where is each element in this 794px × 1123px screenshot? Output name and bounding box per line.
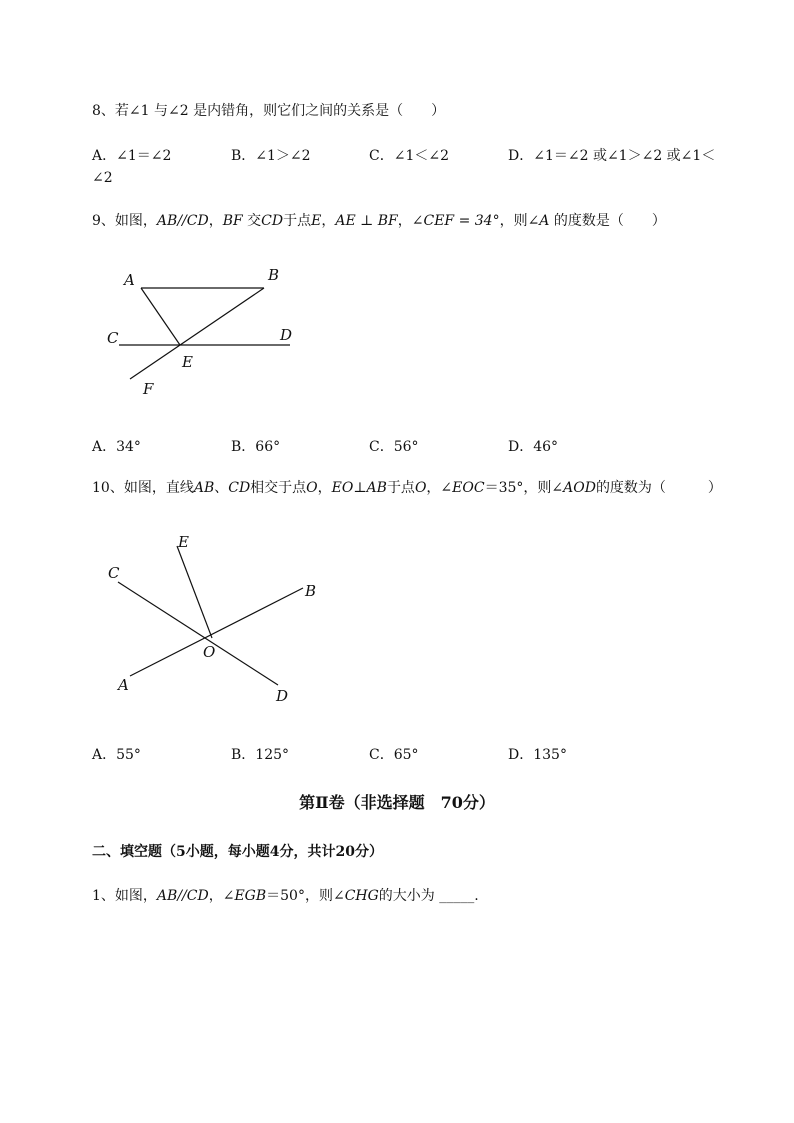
q10-stem-math2: CD (228, 480, 251, 496)
fill1-stem-prefix: 1、如图， (92, 888, 157, 904)
fill1-stem (92, 885, 479, 905)
q9-stem-sep1: ， (208, 213, 223, 229)
q10-option-b: B．125° (231, 747, 290, 763)
q9-stem-mid2: 于点 (283, 213, 312, 229)
q9-stem-math4: E (311, 213, 322, 229)
q9-label-f: F (143, 380, 154, 398)
q8-option-a: A．∠1＝∠2 (92, 148, 172, 164)
q10-stem-sep2: ，∠ (426, 480, 453, 496)
q10-label-d: D (276, 687, 289, 705)
q10-stem-mid2: 相交于点 (250, 480, 307, 496)
q10-stem-math6: O (414, 480, 427, 496)
q9-stem-mid1: 交 (242, 213, 262, 229)
q9-option-a: A．34° (92, 439, 141, 455)
q10-option-d: D．135° (508, 747, 567, 763)
q10-stem-math7: EOC (452, 480, 485, 496)
q10-stem-math3: O (306, 480, 318, 496)
q9-label-a: A (124, 271, 135, 289)
q9-stem-math6: ∠CEF = 34° (411, 213, 500, 229)
q10-line-ab (130, 588, 303, 676)
section-subtitle: 二、填空题（5小题，每小题4分，共计20分） (92, 844, 383, 860)
q10-stem-math5: AB (366, 480, 387, 496)
q8-option-b: B．∠1＞∠2 (231, 148, 311, 164)
q9-option-d: D．46° (508, 439, 559, 455)
q10-stem-prefix: 10、如图，直线 (92, 480, 194, 496)
q9-label-d: D (280, 326, 293, 344)
q10-label-a: A (118, 676, 129, 694)
q10-stem-math4: EO (331, 480, 354, 496)
q10-line-eo (177, 546, 212, 638)
q10-label-b: B (305, 582, 317, 600)
q8-option-d-wrap: ∠2 (92, 170, 113, 186)
q10-stem-math8: AOD (563, 480, 596, 496)
fill1-stem-mid1: // (177, 888, 187, 904)
q9-stem-mid3: ，则 (499, 213, 528, 229)
q9-stem-math7: ∠A (527, 213, 550, 229)
fill1-stem-math3: EGB (234, 888, 267, 904)
q9-label-e: E (182, 353, 193, 371)
fill1-stem-mid2: ，∠ (208, 888, 235, 904)
fill1-stem-mid3: ＝50°，则∠ (266, 888, 345, 904)
q10-option-a: A．55° (92, 747, 141, 763)
q10-label-o: O (203, 643, 216, 661)
q9-stem-prefix: 9、如图， (92, 213, 157, 229)
q10-label-c: C (108, 564, 120, 582)
q9-option-b: B．66° (231, 439, 281, 455)
fill1-stem-math2: CD (186, 888, 209, 904)
q10-stem-mid5: ＝35°，则∠ (484, 480, 564, 496)
fill1-stem-math1: AB (156, 888, 178, 904)
q9-line-ae (141, 288, 180, 345)
q9-stem-math2: BF (222, 213, 243, 229)
q9-stem-math5: AE ⊥ BF (335, 213, 398, 229)
q10-stem (92, 477, 722, 497)
q10-option-c: C．65° (369, 747, 419, 763)
q9-option-c: C．56° (369, 439, 419, 455)
q10-stem-math1: AB (193, 480, 215, 496)
section-title: 第Ⅱ卷（非选择题 70分） (299, 793, 495, 812)
q9-stem-math3: CD (261, 213, 284, 229)
q10-figure (100, 530, 330, 710)
q8-option-d: D．∠1＝∠2 或∠1＞∠2 或∠1＜ (508, 148, 716, 164)
q8-stem: 8、若∠1 与∠2 是内错角，则它们之间的关系是（ ） (92, 103, 446, 119)
q10-stem-mid3: ⊥ (353, 480, 367, 496)
q9-label-b: B (268, 266, 280, 284)
q10-stem-mid4: 于点 (386, 480, 415, 496)
q9-stem-math1: AB//CD (156, 213, 209, 229)
q9-stem-sep3: ， (397, 213, 412, 229)
q10-stem-mid1: 、 (214, 480, 229, 496)
q9-label-c: C (107, 329, 119, 347)
q10-stem-suffix: 的度数为（ ） (595, 480, 722, 496)
fill1-stem-suffix: 的大小为 _____. (378, 888, 479, 904)
fill1-stem-math4: CHG (344, 888, 379, 904)
q9-stem-suffix: 的度数是（ ） (549, 213, 666, 229)
q9-figure (100, 260, 310, 400)
q10-stem-sep1: ， (317, 480, 332, 496)
q8-option-c: C．∠1＜∠2 (369, 148, 449, 164)
q10-label-e: E (178, 533, 189, 551)
q9-stem (92, 210, 666, 230)
q9-stem-sep2: ， (321, 213, 336, 229)
